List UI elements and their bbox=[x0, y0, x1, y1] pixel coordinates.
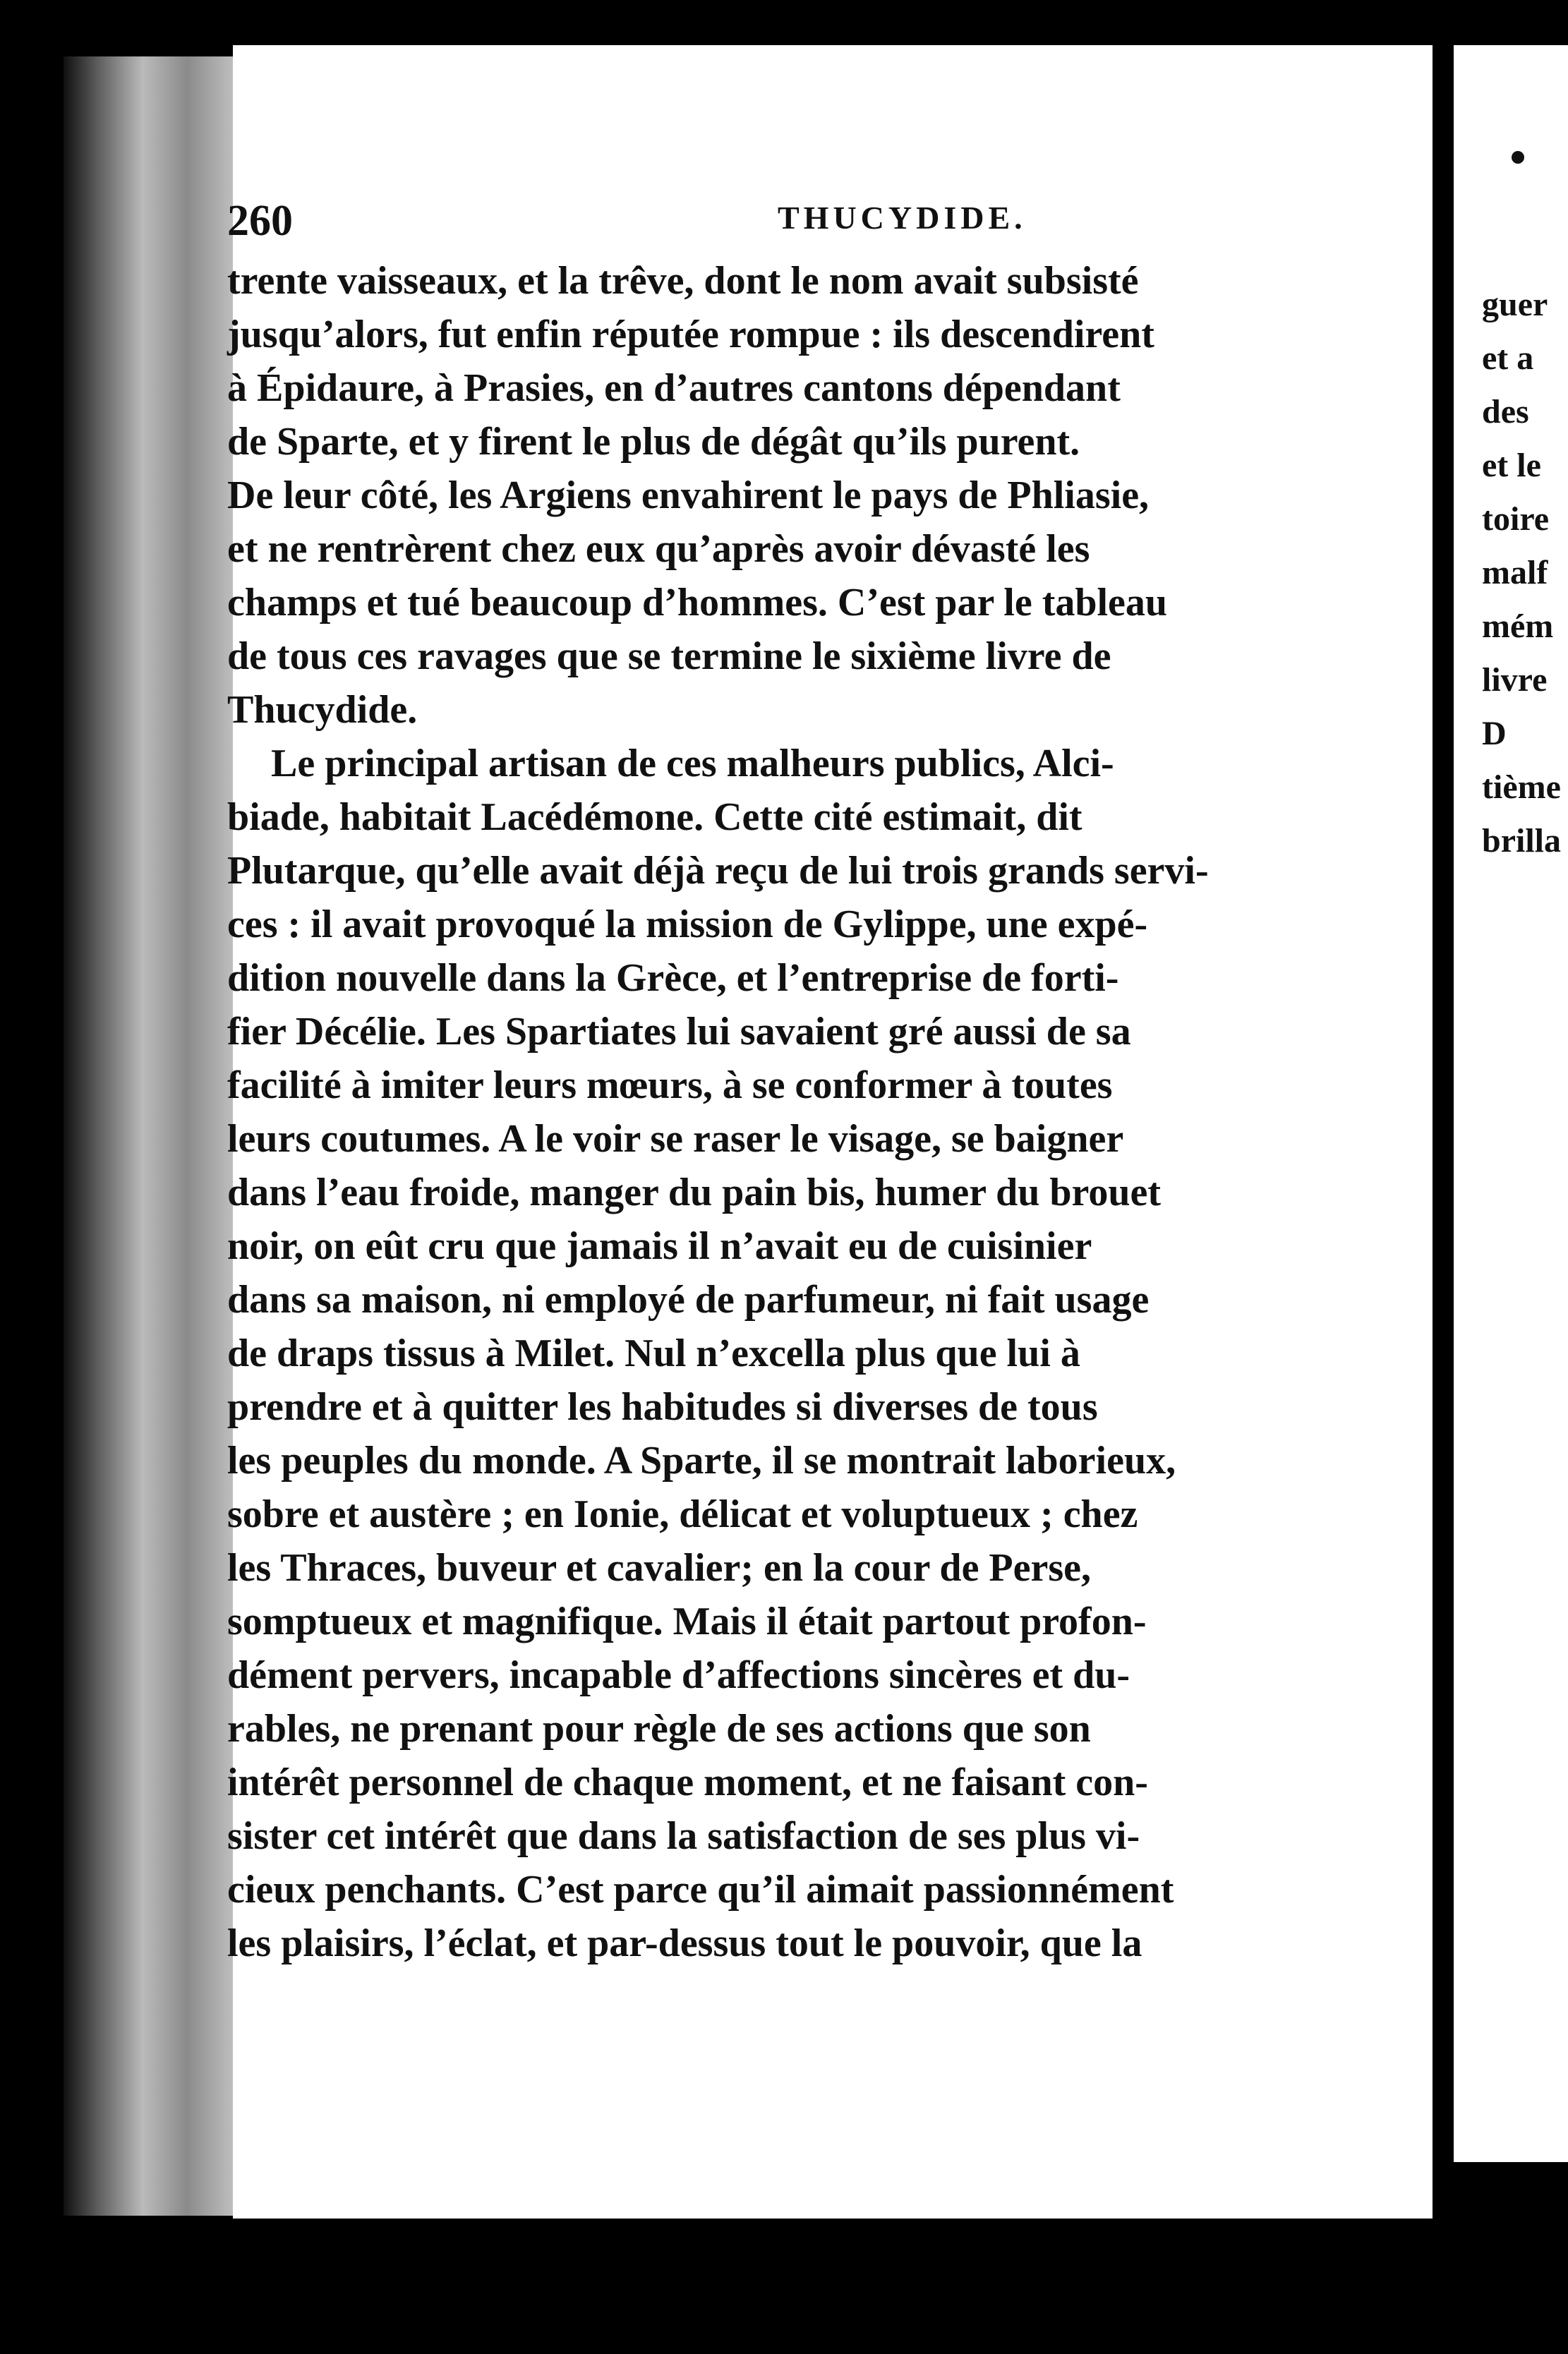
text-line: Thucydide. bbox=[227, 688, 418, 732]
text-line: sister cet intérêt que dans la satisfaction de ses plus vi- bbox=[227, 1814, 1140, 1858]
text-line: noir, on eût cru que jamais il n’avait eu de cuisinier bbox=[227, 1224, 1092, 1268]
text-line: dition nouvelle dans la Grèce, et l’entreprise de forti- bbox=[227, 956, 1119, 1000]
text-line: et ne rentrèrent chez eux qu’après avoir dévasté les bbox=[227, 527, 1090, 571]
text-fragment: toire bbox=[1482, 500, 1550, 538]
text-line: ces : il avait provoqué la mission de Gylippe, une expé- bbox=[227, 903, 1148, 946]
text-line: jusqu’alors, fut enfin réputée rompue : ils descendirent bbox=[227, 313, 1154, 356]
right-page-text-fragments bbox=[1482, 278, 1568, 868]
page-number: 260 bbox=[227, 197, 293, 245]
right-book-page-fragment bbox=[1454, 45, 1568, 2162]
text-line: biade, habitait Lacédémone. Cette cité estimait, dit bbox=[227, 795, 1082, 839]
text-line: de tous ces ravages que se termine le sixième livre de bbox=[227, 634, 1111, 678]
text-line: de Sparte, et y firent le plus de dégât qu’ils purent. bbox=[227, 420, 1080, 464]
text-line: De leur côté, les Argiens envahirent le pays de Phliasie, bbox=[227, 473, 1150, 517]
text-line: dans sa maison, ni employé de parfumeur, ni fait usage bbox=[227, 1278, 1150, 1322]
text-line: intérêt personnel de chaque moment, et ne faisant con- bbox=[227, 1761, 1148, 1804]
text-fragment: et le bbox=[1482, 447, 1541, 484]
text-line: Plutarque, qu’elle avait déjà reçu de lui trois grands servi- bbox=[227, 849, 1209, 893]
text-line: trente vaisseaux, et la trêve, dont le nom avait subsisté bbox=[227, 259, 1139, 303]
text-line: sobre et austère ; en Ionie, délicat et voluptueux ; chez bbox=[227, 1492, 1138, 1536]
paragraph-start-line: Le principal artisan de ces malheurs publics, Alci- bbox=[271, 742, 1114, 785]
text-line: de draps tissus à Milet. Nul n’excella plus que lui à bbox=[227, 1332, 1080, 1375]
text-fragment: livre bbox=[1482, 661, 1548, 699]
text-fragment: mém bbox=[1482, 608, 1554, 645]
text-line: les plaisirs, l’éclat, et par-dessus tout le pouvoir, que la bbox=[227, 1921, 1142, 1965]
text-line: leurs coutumes. A le voir se raser le visage, se baigner bbox=[227, 1117, 1124, 1161]
text-fragment: brilla bbox=[1482, 822, 1562, 859]
text-line: somptueux et magnifique. Mais il était partout profon- bbox=[227, 1600, 1147, 1643]
text-line: les Thraces, buveur et cavalier; en la cour de Perse, bbox=[227, 1546, 1091, 1590]
text-line: fier Décélie. Les Spartiates lui savaient gré aussi de sa bbox=[227, 1010, 1131, 1054]
running-head: THUCYDIDE. bbox=[778, 200, 1027, 236]
text-line: dans l’eau froide, manger du pain bis, humer du brouet bbox=[227, 1171, 1162, 1214]
text-line: champs et tué beaucoup d’hommes. C’est par le tableau bbox=[227, 581, 1168, 624]
page-header bbox=[227, 196, 1187, 260]
text-fragment: guer bbox=[1482, 286, 1548, 323]
text-fragment: des bbox=[1482, 393, 1529, 430]
ink-dot bbox=[1512, 151, 1524, 164]
page-body-text bbox=[227, 254, 1413, 1970]
text-line: prendre et à quitter les habitudes si diverses de tous bbox=[227, 1385, 1098, 1429]
text-line: cieux penchants. C’est parce qu’il aimait passionnément bbox=[227, 1868, 1174, 1912]
text-fragment: et a bbox=[1482, 339, 1534, 377]
text-line: dément pervers, incapable d’affections sincères et du- bbox=[227, 1653, 1130, 1697]
text-line: à Épidaure, à Prasies, en d’autres cantons dépendant bbox=[227, 366, 1121, 410]
text-line: facilité à imiter leurs mœurs, à se conformer à toutes bbox=[227, 1063, 1113, 1107]
book-edge bbox=[64, 56, 240, 2216]
text-fragment: tième bbox=[1482, 768, 1561, 806]
text-fragment: malf bbox=[1482, 554, 1548, 591]
text-line: les peuples du monde. A Sparte, il se montrait laborieux, bbox=[227, 1439, 1176, 1483]
text-fragment: D bbox=[1482, 715, 1507, 752]
text-line: rables, ne prenant pour règle de ses actions que son bbox=[227, 1707, 1091, 1751]
